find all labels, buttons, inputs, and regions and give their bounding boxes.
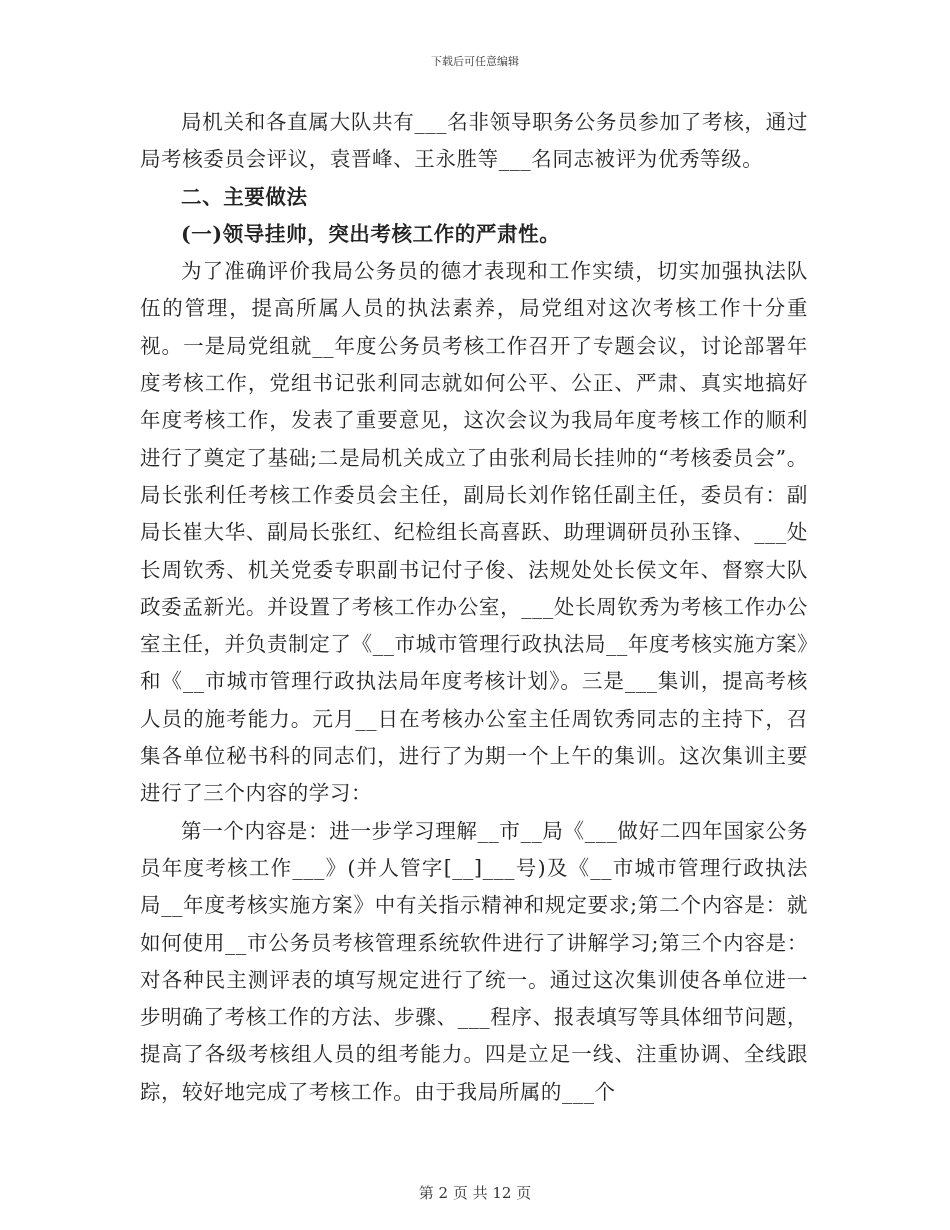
body-paragraph: 第一个内容是：进一步学习理解__市__局《___做好二四年国家公务员年度考核工作___》(并人管字[__]___号)及《__市城市管理行政执法局__年度考核实施方案》中有关指示精神和规定要求;第二个内容是：就如何使用__市公务员考核管理系统软件进行了讲解学习;第三个内容是：对各种民主测评表的填写规定进行了统一。通过这次集训使各单位进一步明确了考核工作的方法、步骤、___程序、报表填写等具体细节问题，提高了各级考核组人员的组考能力。四是立足一线、注重协调、全线跟踪，较好地完成了考核工作。由于我局所属的___个 — [140, 818, 808, 1104]
subsection-heading: (一)领导挂帅，突出考核工作的严肃性。 — [181, 221, 561, 246]
body-paragraph: 局机关和各直属大队共有___名非领导职务公务员参加了考核，通过局考核委员会评议，袁晋峰、王永胜等___名同志被评为优秀等级。 — [140, 110, 808, 172]
document-body — [140, 104, 808, 1111]
page-number-footer: 第 2 页 共 12 页 — [418, 1184, 532, 1202]
page-header: 下载后可任意编辑 — [431, 55, 519, 68]
body-paragraph: 为了准确评价我局公务员的德才表现和工作实绩，切实加强执法队伍的管理，提高所属人员的执法素养，局党组对这次考核工作十分重视。一是局党组就__年度公务员考核工作召开了专题会议，讨论部署年度考核工作，党组书记张利同志就如何公平、公正、严肃、真实地搞好年度考核工作，发表了重要意见，这次会议为我局年度考核工作的顺利进行了奠定了基础;二是局机关成立了由张利局长挂帅的“考核委员会”。局长张利任考核工作委员会主任，副局长刘作铭任副主任，委员有：副局长崔大华、副局长张红、纪检组长高喜跃、助理调研员孙玉锋、___处长周钦秀、机关党委专职副书记付子俊、法规处处长侯文年、督察大队政委孟新光。并设置了考核工作办公室，___处长周钦秀为考核工作办公室主任，并负责制定了《__市城市管理行政执法局__年度考核实施方案》和《__市城市管理行政执法局年度考核计划》。三是___集训，提高考核人员的施考能力。元月__日在考核办公室主任周钦秀同志的主持下，召集各单位秘书科的同志们，进行了为期一个上午的集训。这次集训主要进行了三个内容的学习： — [140, 259, 808, 806]
section-heading: 二、主要做法 — [181, 184, 308, 209]
